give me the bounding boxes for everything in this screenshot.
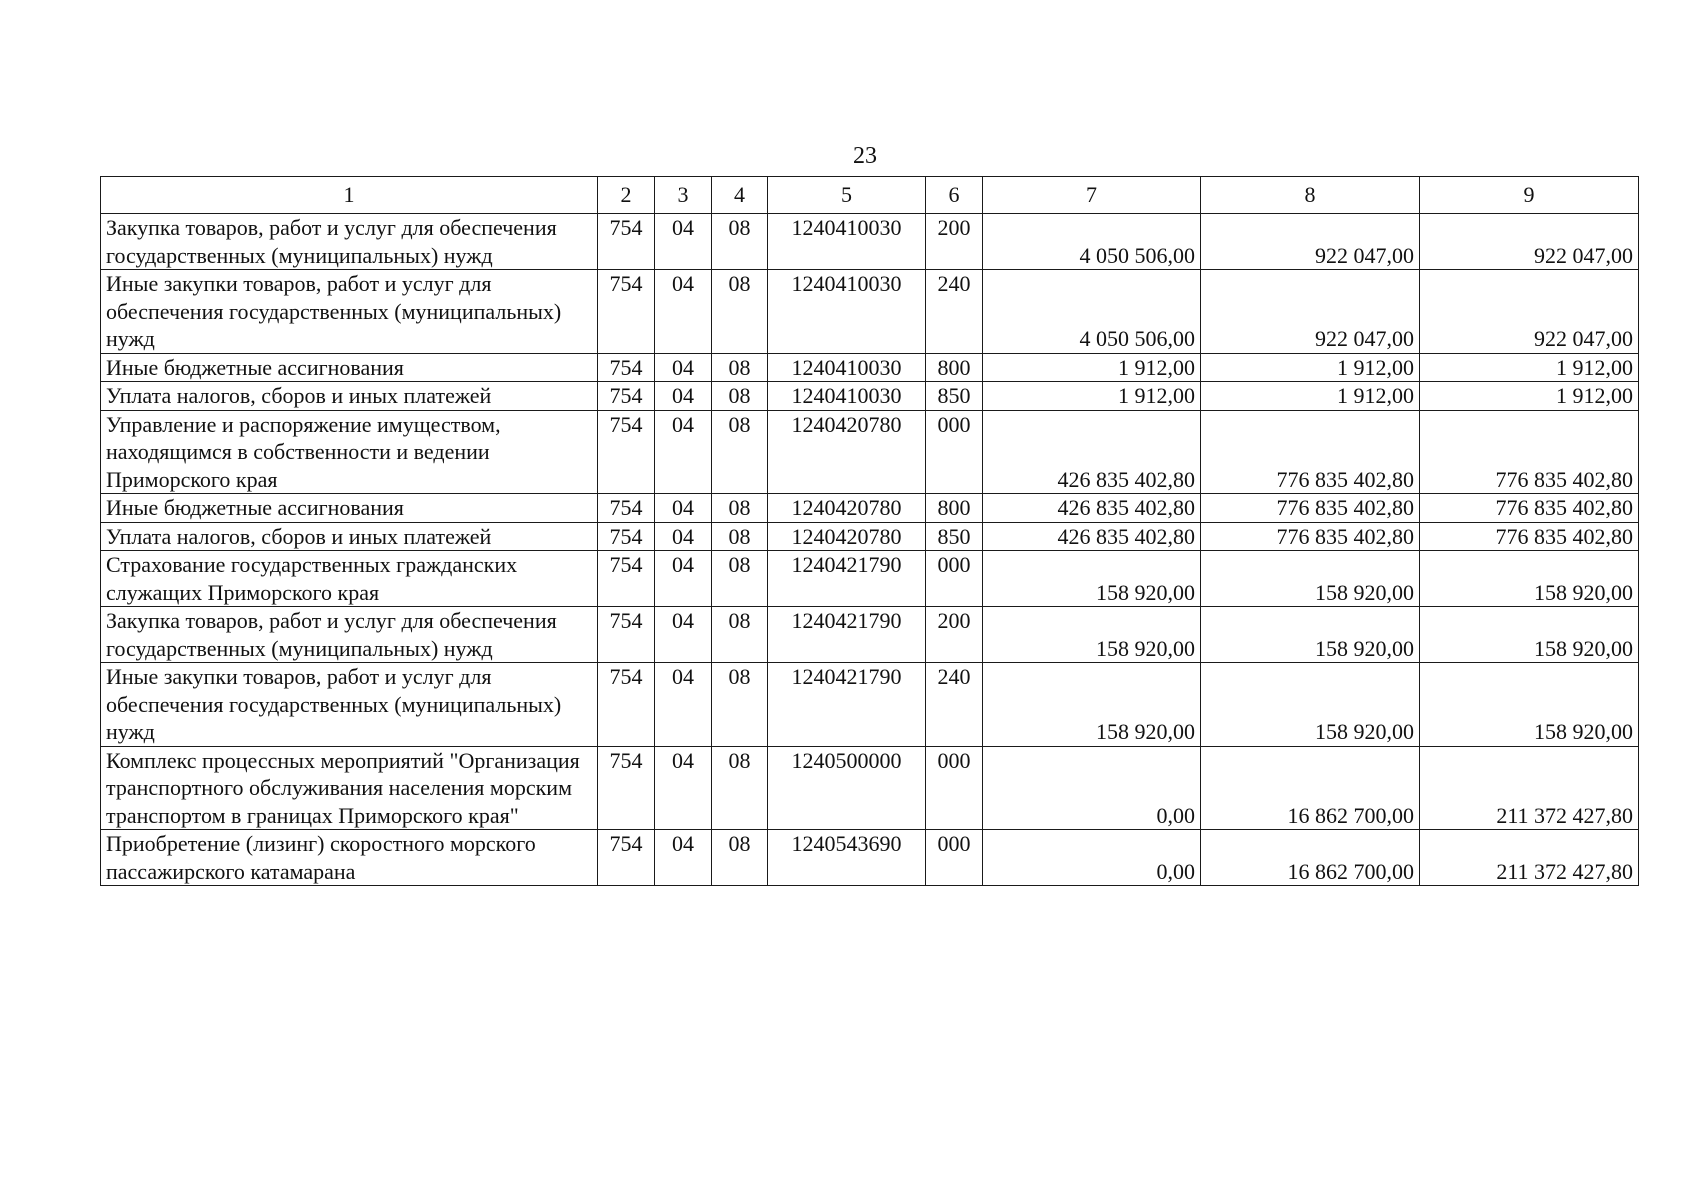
amount-col8-cell: 776 835 402,80 [1201, 410, 1420, 494]
subsection-code-cell: 08 [712, 551, 768, 607]
header-cell-9: 9 [1420, 177, 1639, 214]
target-article-cell: 1240420780 [768, 522, 926, 551]
target-article-cell: 1240500000 [768, 746, 926, 830]
section-code-cell: 04 [655, 551, 712, 607]
header-row [101, 177, 1639, 214]
table-row [101, 410, 1639, 494]
subsection-code-cell: 08 [712, 353, 768, 382]
target-article-cell: 1240420780 [768, 494, 926, 523]
amount-col9-cell: 776 835 402,80 [1420, 410, 1639, 494]
amount-col8-cell: 776 835 402,80 [1201, 522, 1420, 551]
table-row [101, 551, 1639, 607]
ministry-code-cell: 754 [598, 214, 655, 270]
expense-name-cell: Страхование государственных гражданских служащих Приморского края [101, 551, 598, 607]
target-article-cell: 1240421790 [768, 551, 926, 607]
expense-type-cell: 800 [926, 494, 983, 523]
target-article-cell: 1240410030 [768, 214, 926, 270]
expense-name-cell: Комплекс процессных мероприятий "Организация транспортного обслуживания населения морским транспортом в границах Приморского края" [101, 746, 598, 830]
amount-col7-cell: 1 912,00 [983, 382, 1201, 411]
table-row [101, 270, 1639, 354]
expense-name-cell: Уплата налогов, сборов и иных платежей [101, 382, 598, 411]
section-code-cell: 04 [655, 746, 712, 830]
header-cell-7: 7 [983, 177, 1201, 214]
expense-name-cell: Иные бюджетные ассигнования [101, 353, 598, 382]
subsection-code-cell: 08 [712, 746, 768, 830]
amount-col9-cell: 1 912,00 [1420, 353, 1639, 382]
page-number: 23 [853, 143, 877, 169]
ministry-code-cell: 754 [598, 607, 655, 663]
section-code-cell: 04 [655, 663, 712, 747]
section-code-cell: 04 [655, 607, 712, 663]
amount-col9-cell: 922 047,00 [1420, 214, 1639, 270]
budget-table [100, 176, 1639, 886]
subsection-code-cell: 08 [712, 607, 768, 663]
amount-col7-cell: 426 835 402,80 [983, 494, 1201, 523]
amount-col7-cell: 0,00 [983, 830, 1201, 886]
amount-col9-cell: 211 372 427,80 [1420, 746, 1639, 830]
amount-col7-cell: 158 920,00 [983, 663, 1201, 747]
expense-type-cell: 800 [926, 353, 983, 382]
amount-col9-cell: 158 920,00 [1420, 607, 1639, 663]
amount-col7-cell: 4 050 506,00 [983, 270, 1201, 354]
subsection-code-cell: 08 [712, 494, 768, 523]
expense-type-cell: 850 [926, 382, 983, 411]
amount-col7-cell: 0,00 [983, 746, 1201, 830]
section-code-cell: 04 [655, 270, 712, 354]
expense-type-cell: 240 [926, 663, 983, 747]
header-cell-3: 3 [655, 177, 712, 214]
ministry-code-cell: 754 [598, 494, 655, 523]
target-article-cell: 1240420780 [768, 410, 926, 494]
subsection-code-cell: 08 [712, 522, 768, 551]
amount-col9-cell: 211 372 427,80 [1420, 830, 1639, 886]
table-row [101, 353, 1639, 382]
header-cell-2: 2 [598, 177, 655, 214]
expense-name-cell: Закупка товаров, работ и услуг для обеспечения государственных (муниципальных) нужд [101, 607, 598, 663]
header-cell-6: 6 [926, 177, 983, 214]
ministry-code-cell: 754 [598, 746, 655, 830]
expense-type-cell: 000 [926, 410, 983, 494]
amount-col7-cell: 426 835 402,80 [983, 522, 1201, 551]
expense-name-cell: Закупка товаров, работ и услуг для обеспечения государственных (муниципальных) нужд [101, 214, 598, 270]
amount-col7-cell: 4 050 506,00 [983, 214, 1201, 270]
target-article-cell: 1240421790 [768, 663, 926, 747]
table-row [101, 663, 1639, 747]
expense-name-cell: Приобретение (лизинг) скоростного морского пассажирского катамарана [101, 830, 598, 886]
amount-col9-cell: 776 835 402,80 [1420, 522, 1639, 551]
section-code-cell: 04 [655, 214, 712, 270]
subsection-code-cell: 08 [712, 214, 768, 270]
expense-name-cell: Управление и распоряжение имуществом, находящимся в собственности и ведении Приморского края [101, 410, 598, 494]
expense-type-cell: 850 [926, 522, 983, 551]
section-code-cell: 04 [655, 494, 712, 523]
subsection-code-cell: 08 [712, 663, 768, 747]
ministry-code-cell: 754 [598, 522, 655, 551]
subsection-code-cell: 08 [712, 270, 768, 354]
header-cell-4: 4 [712, 177, 768, 214]
expense-type-cell: 000 [926, 746, 983, 830]
amount-col7-cell: 158 920,00 [983, 607, 1201, 663]
header-cell-1: 1 [101, 177, 598, 214]
amount-col9-cell: 922 047,00 [1420, 270, 1639, 354]
expense-name-cell: Иные закупки товаров, работ и услуг для обеспечения государственных (муниципальных) нужд [101, 270, 598, 354]
target-article-cell: 1240543690 [768, 830, 926, 886]
section-code-cell: 04 [655, 522, 712, 551]
ministry-code-cell: 754 [598, 353, 655, 382]
expense-type-cell: 200 [926, 607, 983, 663]
expense-type-cell: 240 [926, 270, 983, 354]
amount-col8-cell: 158 920,00 [1201, 663, 1420, 747]
ministry-code-cell: 754 [598, 270, 655, 354]
subsection-code-cell: 08 [712, 410, 768, 494]
section-code-cell: 04 [655, 353, 712, 382]
expense-name-cell: Иные закупки товаров, работ и услуг для обеспечения государственных (муниципальных) нужд [101, 663, 598, 747]
ministry-code-cell: 754 [598, 410, 655, 494]
section-code-cell: 04 [655, 410, 712, 494]
amount-col9-cell: 158 920,00 [1420, 663, 1639, 747]
amount-col9-cell: 1 912,00 [1420, 382, 1639, 411]
section-code-cell: 04 [655, 830, 712, 886]
header-cell-5: 5 [768, 177, 926, 214]
subsection-code-cell: 08 [712, 830, 768, 886]
target-article-cell: 1240421790 [768, 607, 926, 663]
amount-col7-cell: 158 920,00 [983, 551, 1201, 607]
target-article-cell: 1240410030 [768, 353, 926, 382]
ministry-code-cell: 754 [598, 830, 655, 886]
target-article-cell: 1240410030 [768, 270, 926, 354]
table-row [101, 746, 1639, 830]
ministry-code-cell: 754 [598, 551, 655, 607]
subsection-code-cell: 08 [712, 382, 768, 411]
amount-col8-cell: 158 920,00 [1201, 551, 1420, 607]
expense-name-cell: Уплата налогов, сборов и иных платежей [101, 522, 598, 551]
amount-col8-cell: 776 835 402,80 [1201, 494, 1420, 523]
table-row [101, 214, 1639, 270]
table-row [101, 522, 1639, 551]
expense-type-cell: 200 [926, 214, 983, 270]
amount-col9-cell: 776 835 402,80 [1420, 494, 1639, 523]
amount-col8-cell: 922 047,00 [1201, 270, 1420, 354]
amount-col8-cell: 1 912,00 [1201, 382, 1420, 411]
ministry-code-cell: 754 [598, 382, 655, 411]
amount-col7-cell: 1 912,00 [983, 353, 1201, 382]
target-article-cell: 1240410030 [768, 382, 926, 411]
expense-type-cell: 000 [926, 551, 983, 607]
ministry-code-cell: 754 [598, 663, 655, 747]
amount-col8-cell: 922 047,00 [1201, 214, 1420, 270]
table-row [101, 830, 1639, 886]
amount-col8-cell: 16 862 700,00 [1201, 746, 1420, 830]
amount-col8-cell: 158 920,00 [1201, 607, 1420, 663]
section-code-cell: 04 [655, 382, 712, 411]
table-row [101, 607, 1639, 663]
expense-type-cell: 000 [926, 830, 983, 886]
amount-col7-cell: 426 835 402,80 [983, 410, 1201, 494]
header-cell-8: 8 [1201, 177, 1420, 214]
table-row [101, 494, 1639, 523]
expense-name-cell: Иные бюджетные ассигнования [101, 494, 598, 523]
amount-col9-cell: 158 920,00 [1420, 551, 1639, 607]
amount-col8-cell: 16 862 700,00 [1201, 830, 1420, 886]
table-row [101, 382, 1639, 411]
amount-col8-cell: 1 912,00 [1201, 353, 1420, 382]
